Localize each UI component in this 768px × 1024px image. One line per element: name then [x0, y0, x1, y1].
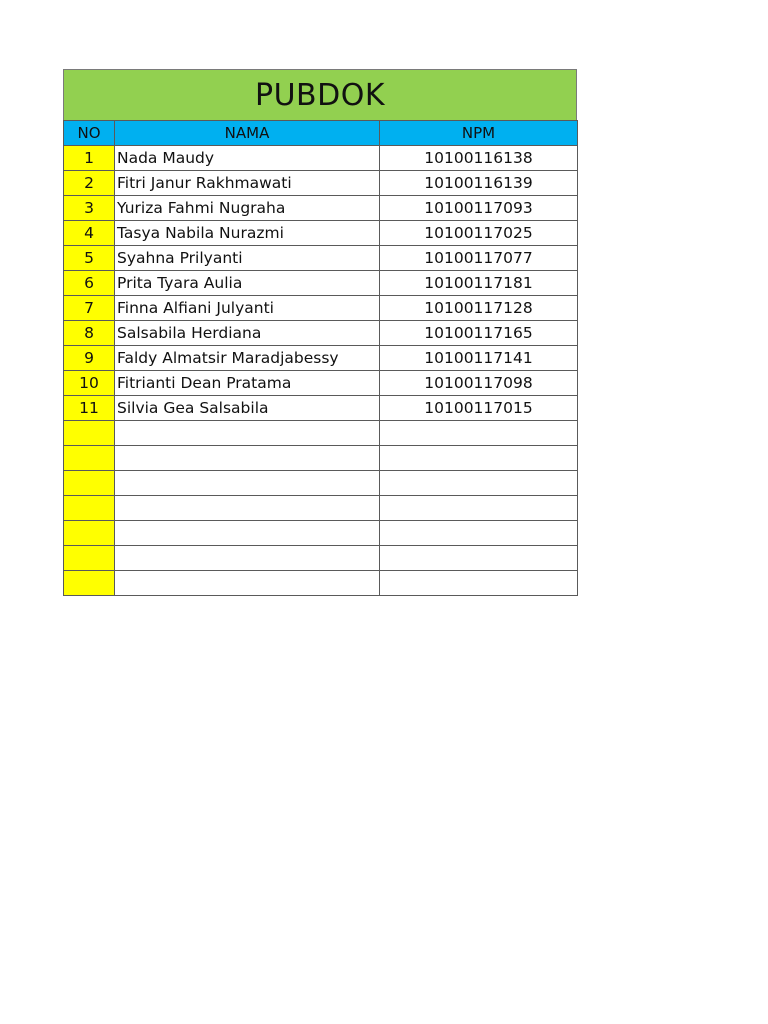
table-row	[64, 271, 578, 296]
cell-nama[interactable]: Salsabila Herdiana	[115, 321, 380, 346]
cell-npm[interactable]: 10100117141	[380, 346, 578, 371]
table-row	[64, 571, 578, 596]
cell-no[interactable]: 1	[64, 146, 115, 171]
table-row	[64, 446, 578, 471]
cell-no[interactable]	[64, 446, 115, 471]
cell-no[interactable]	[64, 546, 115, 571]
cell-nama[interactable]	[115, 471, 380, 496]
cell-npm[interactable]: 10100117165	[380, 321, 578, 346]
cell-npm[interactable]	[380, 446, 578, 471]
cell-no[interactable]	[64, 521, 115, 546]
cell-npm[interactable]	[380, 421, 578, 446]
table-row	[64, 521, 578, 546]
cell-no[interactable]: 5	[64, 246, 115, 271]
cell-npm[interactable]	[380, 496, 578, 521]
cell-no[interactable]: 3	[64, 196, 115, 221]
cell-npm[interactable]: 10100117015	[380, 396, 578, 421]
cell-no[interactable]: 2	[64, 171, 115, 196]
cell-npm[interactable]: 10100116138	[380, 146, 578, 171]
table-row	[64, 221, 578, 246]
cell-npm[interactable]	[380, 546, 578, 571]
cell-no[interactable]	[64, 571, 115, 596]
cell-no[interactable]: 10	[64, 371, 115, 396]
cell-no[interactable]	[64, 496, 115, 521]
cell-no[interactable]: 4	[64, 221, 115, 246]
column-header-no: NO	[64, 121, 115, 146]
cell-nama[interactable]: Yuriza Fahmi Nugraha	[115, 196, 380, 221]
table-row	[64, 421, 578, 446]
table-row	[64, 371, 578, 396]
table-header-row	[64, 121, 578, 146]
cell-nama[interactable]: Finna Alfiani Julyanti	[115, 296, 380, 321]
cell-nama[interactable]: Nada Maudy	[115, 146, 380, 171]
table-row	[64, 496, 578, 521]
cell-nama[interactable]: Faldy Almatsir Maradjabessy	[115, 346, 380, 371]
cell-npm[interactable]: 10100117098	[380, 371, 578, 396]
cell-nama[interactable]	[115, 521, 380, 546]
table-row	[64, 246, 578, 271]
table-row	[64, 471, 578, 496]
table-row	[64, 396, 578, 421]
student-table	[63, 120, 578, 596]
cell-npm[interactable]: 10100116139	[380, 171, 578, 196]
cell-no[interactable]	[64, 471, 115, 496]
cell-no[interactable]: 8	[64, 321, 115, 346]
cell-npm[interactable]	[380, 571, 578, 596]
cell-npm[interactable]: 10100117025	[380, 221, 578, 246]
cell-no[interactable]: 6	[64, 271, 115, 296]
table-row	[64, 146, 578, 171]
cell-nama[interactable]	[115, 546, 380, 571]
cell-no[interactable]: 7	[64, 296, 115, 321]
table-row	[64, 171, 578, 196]
cell-no[interactable]: 11	[64, 396, 115, 421]
table-row	[64, 196, 578, 221]
column-header-nama: NAMA	[115, 121, 380, 146]
cell-npm[interactable]: 10100117181	[380, 271, 578, 296]
column-header-npm: NPM	[380, 121, 578, 146]
cell-no[interactable]: 9	[64, 346, 115, 371]
cell-nama[interactable]: Silvia Gea Salsabila	[115, 396, 380, 421]
cell-npm[interactable]: 10100117077	[380, 246, 578, 271]
table-row	[64, 346, 578, 371]
cell-no[interactable]	[64, 421, 115, 446]
cell-npm[interactable]	[380, 521, 578, 546]
cell-nama[interactable]: Fitrianti Dean Pratama	[115, 371, 380, 396]
cell-nama[interactable]: Tasya Nabila Nurazmi	[115, 221, 380, 246]
sheet-title: PUBDOK	[63, 69, 577, 120]
cell-nama[interactable]: Syahna Prilyanti	[115, 246, 380, 271]
table-row	[64, 296, 578, 321]
table-row	[64, 546, 578, 571]
table-body	[64, 146, 578, 596]
cell-nama[interactable]: Fitri Janur Rakhmawati	[115, 171, 380, 196]
cell-nama[interactable]	[115, 446, 380, 471]
table-row	[64, 321, 578, 346]
cell-nama[interactable]: Prita Tyara Aulia	[115, 271, 380, 296]
spreadsheet-sheet	[63, 69, 577, 596]
cell-npm[interactable]: 10100117093	[380, 196, 578, 221]
cell-npm[interactable]	[380, 471, 578, 496]
cell-nama[interactable]	[115, 421, 380, 446]
cell-nama[interactable]	[115, 571, 380, 596]
cell-nama[interactable]	[115, 496, 380, 521]
cell-npm[interactable]: 10100117128	[380, 296, 578, 321]
